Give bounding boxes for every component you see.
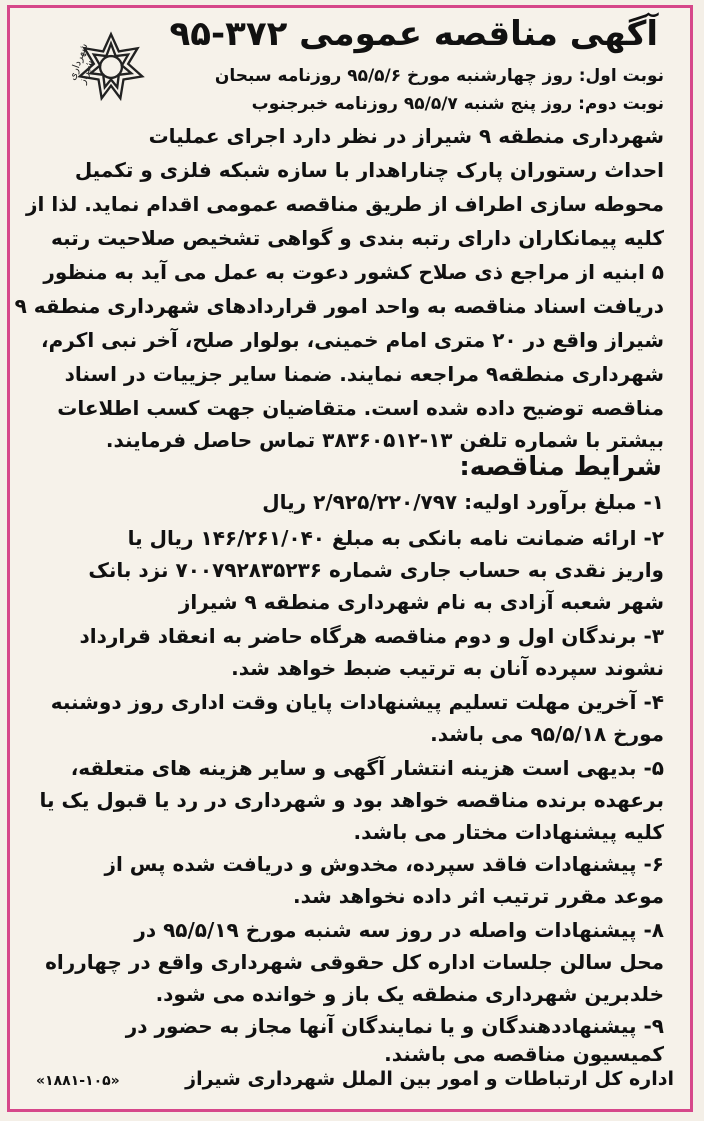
body-line: شهرداری منطقه ۹ شیراز در نظر دارد اجرای عملیات (148, 124, 664, 148)
condition-line: ۹- پیشنهاددهندگان و یا نمایندگان آنها مجاز به حضور در (125, 1014, 664, 1038)
condition-line: کلیه پیشنهادات مختار می باشد. (353, 820, 664, 844)
condition-line: ۴- آخرین مهلت تسلیم پیشنهادات پایان وقت اداری روز دوشنبه (50, 690, 664, 714)
conditions-title: شرایط مناقصه: (459, 452, 662, 482)
body-line: احداث رستوران پارک چناراهدار با سازه شبکه فلزی و تکمیل (74, 158, 664, 182)
condition-line: ۳- برندگان اول و دوم مناقصه هرگاه حاضر به انعقاد قرارداد (79, 624, 664, 648)
body-line: مناقصه توضیح داده شده است. متقاضیان جهت کسب اطلاعات (57, 396, 664, 420)
body-line: بیشتر با شماره تلفن ۱۳-۳۸۳۶۰۵۱۲ تماس حاصل فرمایند. (105, 428, 664, 452)
condition-line: خلدبرین شهرداری منطقه یک باز و خوانده می شود. (155, 982, 664, 1006)
condition-line: شهر شعبه آزادی به نام شهرداری منطقه ۹ شیراز (178, 590, 664, 614)
condition-line: نشوند سپرده آنان به ترتیب ضبط خواهد شد. (231, 656, 664, 680)
ad-title: آگهی مناقصه عمومی ۳۷۲-۹۵ (169, 14, 658, 54)
announcement-1: نوبت اول: روز چهارشنبه مورخ ۹۵/۵/۶ روزنامه سبحان (214, 66, 664, 86)
condition-line: مورخ ۹۵/۵/۱۸ می باشد. (430, 722, 664, 746)
condition-line: ۵- بدیهی است هزینه انتشار آگهی و سایر هزینه های متعلقه، (70, 756, 664, 780)
condition-line: ۸- پیشنهادات واصله در روز سه شنبه مورخ ۹۵/۵/۱۹ در (134, 918, 664, 942)
body-line: کلیه پیمانکاران دارای رتبه بندی و گواهی تشخیص صلاحیت رتبه (51, 226, 664, 250)
body-line: دریافت اسناد مناقصه به واحد امور قراردادهای شهرداری منطقه ۹ (14, 294, 664, 318)
footer-issuer: اداره کل ارتباطات و امور بین الملل شهرداری شیراز (185, 1068, 674, 1090)
condition-line: برعهده برنده مناقصه خواهد بود و شهرداری در رد یا قبول یک یا (39, 788, 664, 812)
condition-line: ۶- پیشنهادات فاقد سپرده، مخدوش و دریافت شده پس از (104, 852, 664, 876)
condition-line: واریز نقدی به حساب جاری شماره ۷۰۰۷۹۲۸۳۵۲۳۶ نزد بانک (88, 558, 664, 582)
footer-code: «۱۸۸۱-۱۰۵» (36, 1073, 120, 1089)
logo-text: شهرداری شیراز (66, 41, 96, 86)
condition-line: کمیسیون مناقصه می باشند. (384, 1042, 664, 1066)
announcement-2: نوبت دوم: روز پنج شنبه ۹۵/۵/۷ روزنامه خبرجنوب (251, 94, 664, 114)
body-line: شیراز واقع در ۲۰ متری امام خمینی، بولوار صلح، آخر نبی اکرم، (41, 328, 664, 352)
condition-line: موعد مقرر ترتیب اثر داده نخواهد شد. (293, 884, 664, 908)
body-line: شهرداری منطقه۹ مراجعه نمایند. ضمنا سایر جزییات در اسناد (64, 362, 664, 386)
condition-line: محل سالن جلسات اداره کل حقوقی شهرداری واقع در چهارراه (45, 950, 664, 974)
condition-line: ۲- ارائه ضمانت نامه بانکی به مبلغ ۱۴۶/۲۶۱/۰۴۰ ریال یا (127, 526, 664, 550)
condition-line: ۱- مبلغ برآورد اولیه: ۲/۹۲۵/۲۲۰/۷۹۷ ریال (262, 490, 664, 514)
body-line: محوطه سازی اطراف از طریق مناقصه عمومی اقدام نماید. لذا از (26, 192, 664, 216)
body-line: ۵ ابنیه از مراجع ذی صلاح کشور دعوت به عمل می آید به منظور (43, 260, 664, 284)
